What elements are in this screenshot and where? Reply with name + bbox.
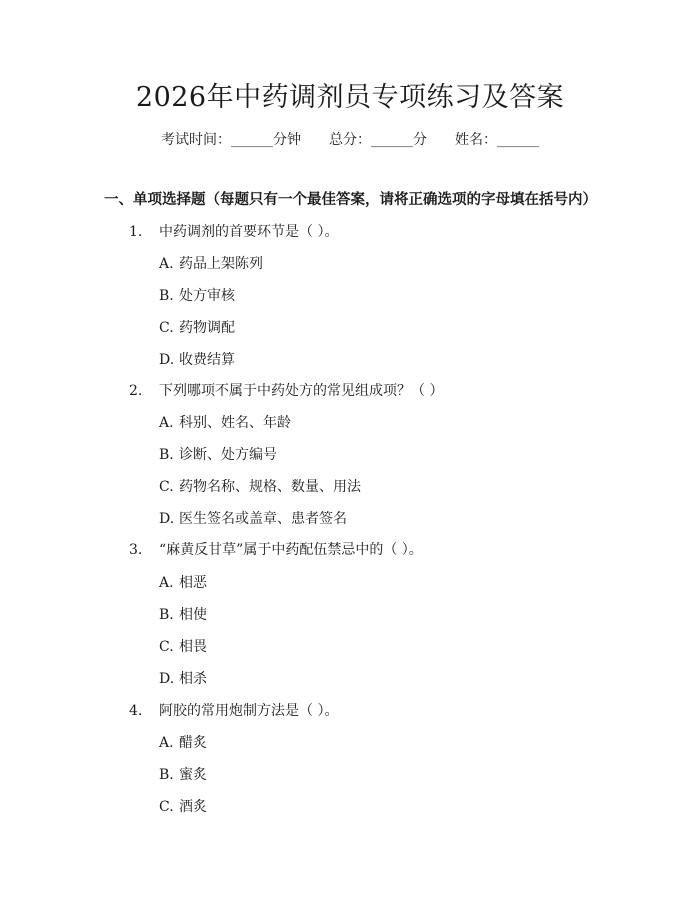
option-text: 处方审核 — [179, 288, 235, 304]
option-text: 收费结算 — [179, 352, 235, 368]
question-2 — [129, 381, 443, 401]
option-text: 相畏 — [179, 639, 207, 655]
option-text: 相使 — [179, 607, 207, 623]
option-2c — [159, 477, 361, 497]
option-1a — [159, 254, 263, 274]
question-number: 4. — [129, 703, 143, 719]
option-4c — [159, 797, 207, 817]
total-score-field: 总分：______分 — [329, 132, 427, 148]
question-3 — [129, 540, 423, 560]
option-3a — [159, 573, 207, 593]
page-title: 2026年中药调剂员专项练习及答案 — [135, 82, 565, 113]
option-2b — [159, 445, 277, 465]
question-number: 3. — [129, 542, 143, 558]
option-2d — [159, 509, 347, 529]
option-letter: C. — [159, 639, 174, 655]
option-letter: B. — [159, 288, 174, 304]
option-1b — [159, 286, 235, 306]
name-field: 姓名：______ — [455, 132, 539, 148]
question-text: 中药调剂的首要环节是（ ）。 — [159, 224, 339, 240]
option-letter: A. — [159, 735, 174, 751]
option-letter: D. — [159, 671, 175, 687]
option-text: 相恶 — [179, 575, 207, 591]
question-number: 1. — [129, 224, 143, 240]
option-1c — [159, 318, 235, 338]
option-letter: B. — [159, 447, 174, 463]
option-letter: B. — [159, 607, 174, 623]
option-letter: A. — [159, 575, 174, 591]
option-1d — [159, 350, 235, 370]
option-text: 药品上架陈列 — [179, 256, 263, 272]
question-text: 下列哪项不属于中药处方的常见组成项？（ ） — [159, 383, 444, 399]
option-text: 药物名称、规格、数量、用法 — [179, 479, 361, 495]
option-letter: D. — [159, 511, 175, 527]
option-letter: C. — [159, 479, 174, 495]
section-heading: 一、单项选择题（每题只有一个最佳答案，请将正确选项的字母填在括号内） — [104, 191, 597, 208]
question-number: 2. — [129, 383, 143, 399]
option-3b — [159, 605, 207, 625]
option-text: 醋炙 — [179, 735, 207, 751]
option-2a — [159, 413, 291, 433]
option-text: 蜜炙 — [179, 767, 207, 783]
option-letter: B. — [159, 767, 174, 783]
option-text: 医生签名或盖章、患者签名 — [179, 511, 347, 527]
question-text: “麻黄反甘草”属于中药配伍禁忌中的（ ）。 — [159, 542, 423, 558]
question-4 — [129, 701, 338, 721]
option-text: 相杀 — [179, 671, 207, 687]
option-4b — [159, 765, 207, 785]
option-text: 酒炙 — [179, 799, 207, 815]
option-letter: C. — [159, 320, 174, 336]
option-letter: C. — [159, 799, 174, 815]
exam-time-field: 考试时间：______分钟 — [161, 132, 301, 148]
option-3d — [159, 669, 207, 689]
option-letter: D. — [159, 352, 175, 368]
option-letter: A. — [159, 415, 174, 431]
exam-meta — [0, 130, 700, 150]
option-letter: A. — [159, 256, 174, 272]
option-text: 诊断、处方编号 — [179, 447, 277, 463]
option-text: 科别、姓名、年龄 — [179, 415, 291, 431]
option-3c — [159, 637, 207, 657]
option-text: 药物调配 — [179, 320, 235, 336]
question-text: 阿胶的常用炮制方法是（ ）。 — [159, 703, 339, 719]
option-4a — [159, 733, 207, 753]
question-1 — [129, 222, 338, 242]
